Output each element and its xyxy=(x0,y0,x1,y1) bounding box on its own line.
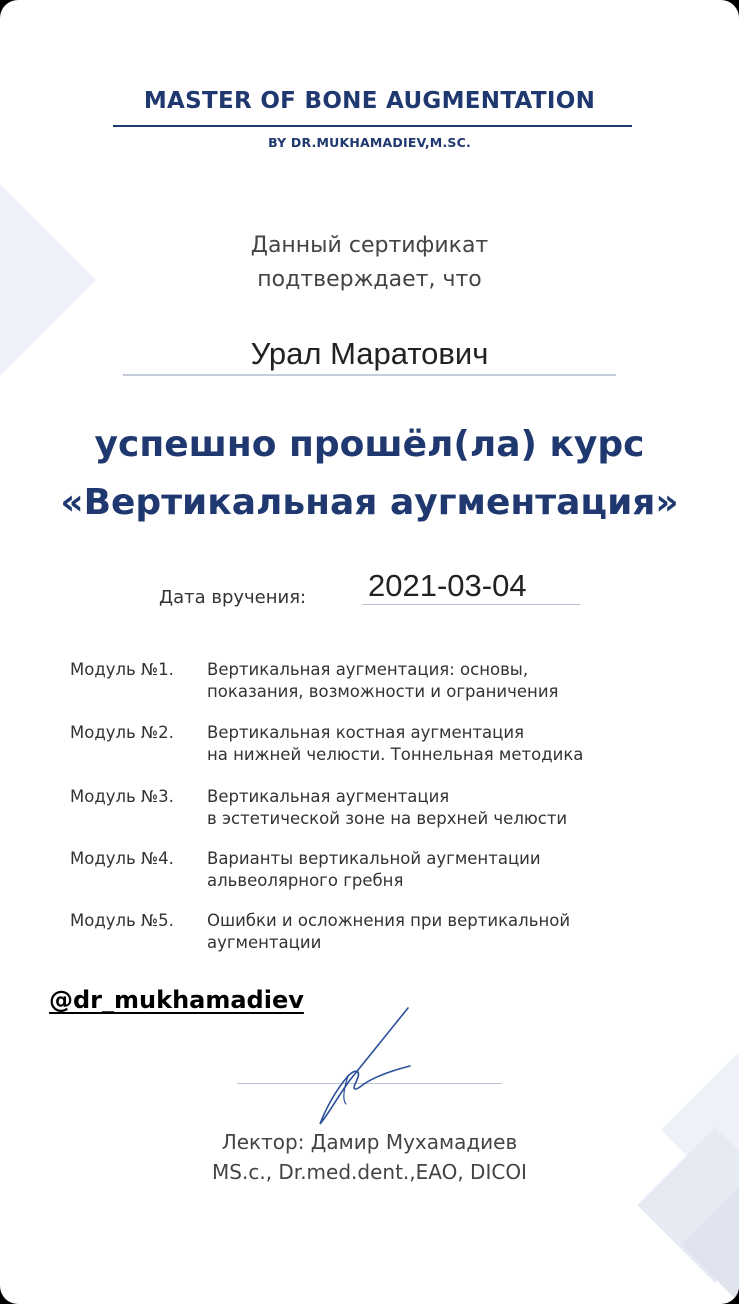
intro-line: подтверждает, что xyxy=(257,267,482,292)
date-label: Дата вручения: xyxy=(159,587,307,608)
module-description xyxy=(207,848,727,892)
module-description-line: в эстетической зоне на верхней челюсти xyxy=(207,809,568,828)
course-title: «Вертикальная аугментация» xyxy=(60,482,679,523)
certificate-intro xyxy=(0,229,739,297)
signature-image xyxy=(290,1000,440,1130)
certificate-header-subtitle: BY DR.MUKHAMADIEV,M.SC. xyxy=(268,135,471,150)
module-description-line: Ошибки и осложнения при вертикальной xyxy=(207,911,571,930)
module-description-line: на нижней челюсти. Тоннельная методика xyxy=(207,745,584,764)
module-description xyxy=(207,659,727,703)
intro-line: Данный сертификат xyxy=(250,233,489,258)
course-completion-line: успешно прошёл(ла) курс xyxy=(94,424,645,465)
module-label: Модуль №5. xyxy=(70,911,174,930)
module-description xyxy=(207,910,727,954)
module-description-line: альвеолярного гребня xyxy=(207,871,404,890)
module-description xyxy=(207,722,727,766)
module-description-line: Вертикальная костная аугментация xyxy=(207,723,525,742)
module-description-line: показания, возможности и ограничения xyxy=(207,682,559,701)
module-label: Модуль №4. xyxy=(70,849,174,868)
lecturer-info xyxy=(0,1127,739,1187)
header-divider xyxy=(113,125,632,127)
date-underline xyxy=(362,604,580,605)
module-label: Модуль №1. xyxy=(70,660,174,679)
module-description xyxy=(207,786,727,830)
module-description-line: Вертикальная аугментация: основы, xyxy=(207,660,529,679)
date-value: 2021-03-04 xyxy=(368,568,527,603)
module-label: Модуль №2. xyxy=(70,723,174,742)
lecturer-name: Лектор: Дамир Мухамадиев xyxy=(221,1130,518,1154)
module-label: Модуль №3. xyxy=(70,787,174,806)
certificate-header-title: MASTER OF BONE AUGMENTATION xyxy=(143,88,596,114)
module-description-line: Вертикальная аугментация xyxy=(207,787,450,806)
module-description-line: аугментации xyxy=(207,933,322,952)
lecturer-credentials: MS.c., Dr.med.dent.,EAO, DICOI xyxy=(212,1160,527,1184)
recipient-name: Урал Маратович xyxy=(250,336,489,371)
recipient-underline xyxy=(123,374,616,376)
instagram-handle-link[interactable]: @dr_mukhamadiev xyxy=(49,986,304,1014)
module-description-line: Варианты вертикальной аугментации xyxy=(207,849,541,868)
